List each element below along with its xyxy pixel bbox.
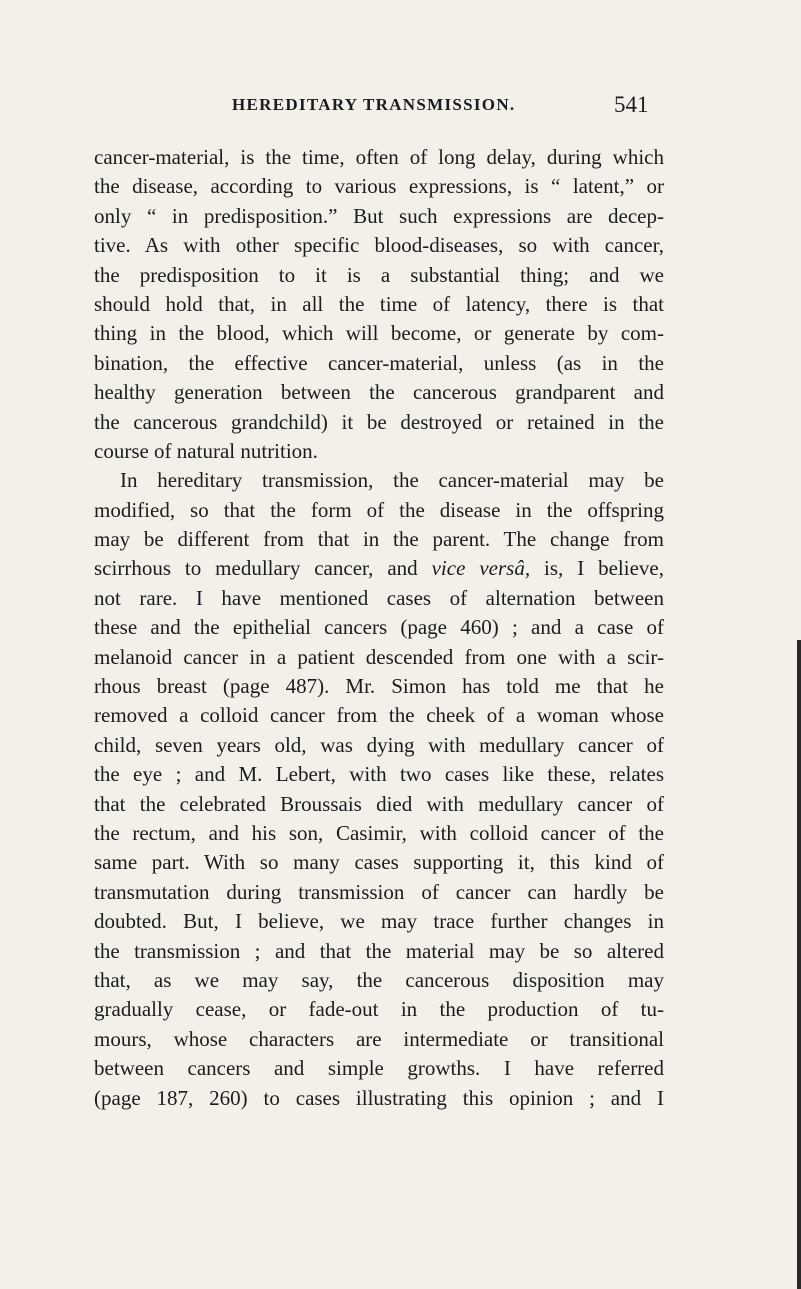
page-number: 541 — [614, 92, 649, 117]
text-line-with-italic — [94, 554, 664, 583]
text-line: gradually cease, or fade-out in the production of tu- — [94, 997, 664, 1022]
text-line: (page 187, 260) to cases illustrating this opinion ; and I — [94, 1085, 664, 1110]
text-line: child, seven years old, was dying with medullary cancer of — [94, 732, 664, 757]
text-line: mours, whose characters are intermediate or transitional — [94, 1026, 664, 1051]
text-line: melanoid cancer in a patient descended from one with a scir- — [94, 644, 664, 669]
text-line: thing in the blood, which will become, or generate by com- — [94, 321, 664, 346]
page-binding-edge — [797, 640, 801, 1289]
running-head: HEREDITARY TRANSMISSION. — [232, 95, 516, 114]
line-end: is, I believe, — [530, 556, 664, 581]
text-line: the cancerous grandchild) it be destroyed or retained in the — [94, 409, 664, 434]
paragraph-end-line: course of natural nutrition. — [94, 438, 318, 463]
text-line: the transmission ; and that the material may be so altered — [94, 938, 664, 963]
line-start: scirrhous to medullary cancer, and — [94, 556, 432, 581]
text-line: healthy generation between the cancerous grandparent and — [94, 380, 664, 405]
italic-phrase: vice versâ, — [431, 556, 531, 581]
text-line: doubted. But, I believe, we may trace further changes in — [94, 909, 664, 934]
text-line: cancer-material, is the time, often of long delay, during which — [94, 145, 664, 169]
text-line: the disease, according to various expressions, is “ latent,” or — [94, 174, 664, 199]
text-line: that the celebrated Broussais died with medullary cancer of — [94, 791, 664, 816]
text-line: that, as we may say, the cancerous disposition may — [94, 967, 664, 992]
text-line: the eye ; and M. Lebert, with two cases like these, relates — [94, 762, 664, 787]
text-line: should hold that, in all the time of latency, there is that — [94, 291, 664, 316]
text-line: removed a colloid cancer from the cheek of a woman whose — [94, 703, 664, 728]
text-line: the predisposition to it is a substantial thing; and we — [94, 262, 664, 287]
text-line: tive. As with other specific blood-diseases, so with cancer, — [94, 233, 664, 258]
text-line: these and the epithelial cancers (page 460) ; and a case of — [94, 615, 664, 640]
body-text — [94, 143, 664, 1113]
text-line: may be different from that in the parent. The change from — [94, 527, 664, 552]
text-line: same part. With so many cases supporting it, this kind of — [94, 850, 664, 875]
text-line: bination, the effective cancer-material, unless (as in the — [94, 350, 664, 375]
text-line: transmutation during transmission of cancer can hardly be — [94, 879, 664, 904]
page-header — [0, 92, 801, 122]
text-line: rhous breast (page 487). Mr. Simon has told me that he — [94, 674, 664, 699]
paragraph-start-line: In hereditary transmission, the cancer-material may be — [120, 468, 664, 493]
text-line: between cancers and simple growths. I have referred — [94, 1056, 664, 1081]
text-line: not rare. I have mentioned cases of alternation between — [94, 585, 664, 610]
text-line: modified, so that the form of the disease in the offspring — [94, 497, 664, 522]
text-line: the rectum, and his son, Casimir, with colloid cancer of the — [94, 820, 664, 845]
text-line: only “ in predisposition.” But such expressions are decep- — [94, 203, 664, 228]
